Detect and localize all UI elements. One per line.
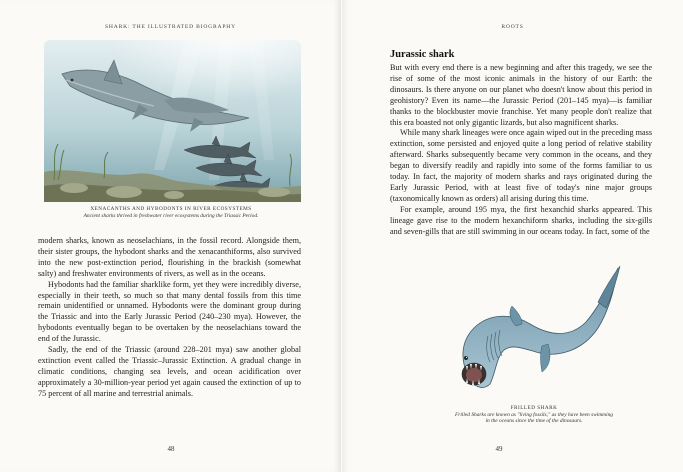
figure-title: XENACANTHS AND HYBODONTS IN RIVER ECOSYSTEMS [90,206,252,212]
section-heading: Jurassic shark [390,49,455,60]
paragraph: But with every end there is a new beginning and after this tragedy, we see the rise of some of the most iconic animals in the history of our Earth: the dinosaurs. Is there anyone on our planet who doesn't know about this period in geohistory? Even its name—the Jurassic Period (201–145 mya)—is familiar thanks to the blockbuster movie franchise. Yet many people don't realize that this era boasted not only gigantic lizards, but also magnificent sharks. [390,63,652,127]
river-scene-image [44,40,301,202]
right-figure-caption [454,405,614,425]
figure-caption-text: Frilled Sharks are known as "living fossils," as they have been swimming in the oceans since the time of the dinosaurs. [455,411,613,425]
page-number-right: 49 [495,445,503,453]
page-number-left: 48 [167,445,175,453]
figure-title: FRILLED SHARK [510,405,558,411]
frilled-shark-illustration [430,262,626,402]
paragraph: modern sharks, known as neoselachians, in the fossil record. Alongside them, their sister groups, the hybodont sharks and the xenacanthiforms, also survived into the new post-extinction period, flourishing in the brackish (somewhat salty) and freshwater environments of rivers, as well as in the oceans. [38,236,301,278]
left-page [0,0,341,472]
running-head-left: SHARK: THE ILLUSTRATED BIOGRAPHY [104,24,236,30]
left-figure-caption [40,206,302,219]
left-body-text [38,236,301,400]
right-page [342,0,683,472]
right-body-text [390,49,652,238]
paragraph: Hybodonts had the familiar sharklike form, yet they were incredibly diverse, especially in their teeth, so much so that many dental fossils from this time remain unidentified or unnamed. Hybodonts were the dominant group during the Triassic and into the Early Jurassic Period (240–230 mya). However, the hybodonts eventually began to be overtaken by the neoselachians toward the end of the Jurassic. [38,279,301,344]
running-head-right: ROOTS [501,24,524,30]
figure-caption-text: Ancient sharks thrived in freshwater river ecosystems during the Triassic Period. [83,212,259,219]
paragraph: For example, around 195 mya, the first hexanchid sharks appeared. This lineage gave rise to the modern hexanchiform sharks, including the six-gills and seven-gills that are still swimming in our oceans today. In fact, some of the [390,204,652,236]
xenacanth-illustration [44,40,301,202]
paragraph: Sadly, the end of the Triassic (around 228–201 mya) saw another global extinction event called the Triassic–Jurassic Extinction. A gradual change in climatic conditions, changing sea levels, and ocean acidification over approximately a 30-million-year period yet again caused the extinction of up to 75 percent of all marine and terrestrial animals. [38,345,301,398]
paragraph: While many shark lineages were once again wiped out in the preceding mass extinction, some persisted and enjoyed quite a long period of relative stability afterward. Sharks subsequently became very common in the oceans, and they began to diversify readily and rapidly into some of the forms familiar to us today. In fact, the majority of modern sharks and rays originated during the Early Jurassic Period, with at least five of today's nine major groups (taxonomically known as orders) all arising during this time. [390,128,652,203]
frilled-shark-image [430,262,626,402]
